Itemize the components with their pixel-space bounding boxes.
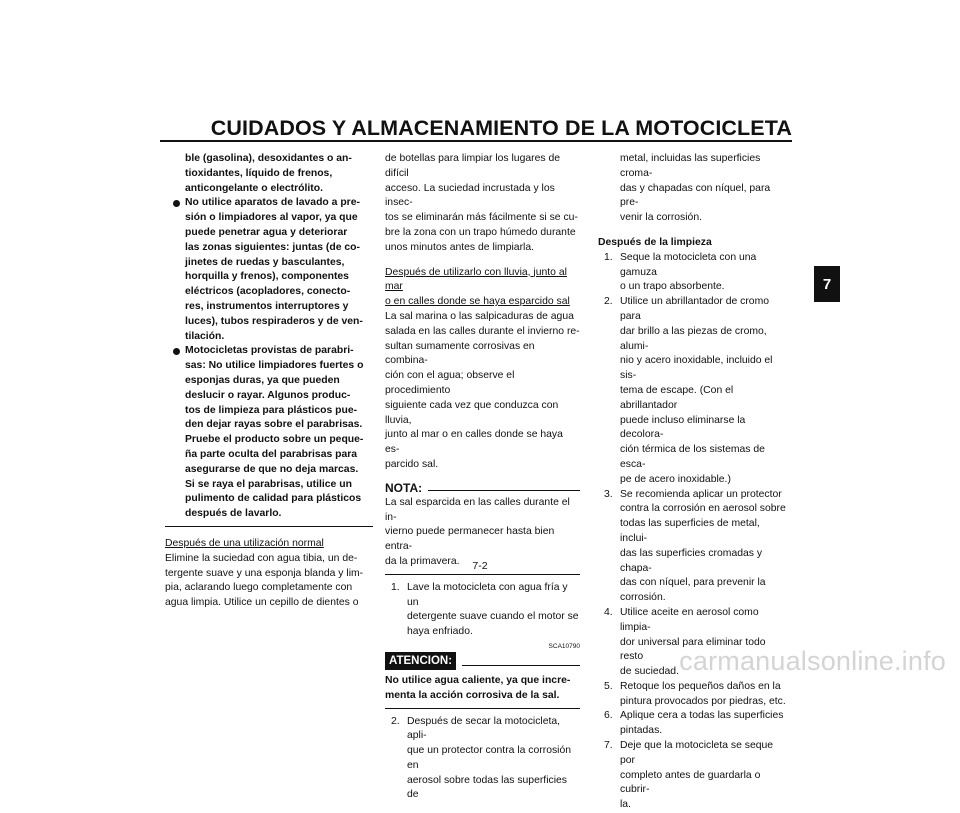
text-line: después de lavarlo. <box>185 508 282 520</box>
text-line: tioxidantes, líquido de frenos, <box>185 167 333 179</box>
cleaning-step <box>598 709 788 739</box>
text-line: Se recomienda aplicar un protector <box>620 488 782 500</box>
step-number: 1. <box>604 251 613 263</box>
section-rule <box>165 526 373 527</box>
text-line: parcido sal. <box>385 458 439 470</box>
note-label: NOTA: <box>385 480 423 495</box>
text-line: Después de utilizarlo con lluvia, junto al mar <box>385 266 567 293</box>
step-number: 2. <box>391 715 400 727</box>
text-line: todas las superficies de metal, inclui- <box>620 518 760 544</box>
bullet-dot-icon <box>173 348 180 355</box>
text-line: Deje que la motocicleta se seque por <box>620 740 774 766</box>
text-line: puede penetrar agua y deteriorar <box>185 226 348 238</box>
text-line: o en calles donde se haya esparcido sal <box>385 296 570 308</box>
text-line: ña parte oculta del parabrisas para <box>185 448 358 460</box>
note-end-rule <box>385 574 580 575</box>
text-line: res, instrumentos interruptores y <box>185 300 349 312</box>
text-line: vierno puede permanecer hasta bien entra- <box>385 526 555 553</box>
text-line: que un protector contra la corrosión en <box>407 745 572 771</box>
text-line: Motocicletas provistas de parabri- <box>185 345 354 357</box>
text-line: Aplique cera a todas las superficies <box>620 710 784 722</box>
text-line: Seque la motocicleta con una gamuza <box>620 251 757 278</box>
text-line: unos minutos antes de limpiarla. <box>385 241 535 253</box>
cleaning-step <box>598 295 788 487</box>
paragraph-continuation <box>385 152 580 256</box>
step-1 <box>385 581 580 640</box>
text-line: pintadas. <box>620 725 663 737</box>
section-heading-rain <box>385 266 580 310</box>
cleaning-step <box>598 488 788 606</box>
text-line: das y chapadas con níquel, para pre- <box>620 182 771 209</box>
watermark: carmanualsonline.info <box>679 646 946 676</box>
text-line: sas: No utilice limpiadores fuertes o <box>185 360 364 372</box>
paragraph-normal-use <box>165 552 373 611</box>
text-line: pulimento de calidad para plásticos <box>185 493 362 505</box>
paragraph-rain <box>385 310 580 473</box>
step-number: 2. <box>604 296 613 308</box>
page-number: 7-2 <box>472 560 488 572</box>
bullet-dot-icon <box>173 200 180 207</box>
text-line: jinetes de ruedas y basculantes, <box>185 256 345 268</box>
text-line: siguiente cada vez que conduzca con lluvia, <box>385 399 559 426</box>
text-line: Lave la motocicleta con agua fría y un <box>407 581 568 608</box>
title-rule <box>160 140 792 142</box>
text-line: las zonas siguientes: juntas (de co- <box>185 241 360 253</box>
text-line: No utilice agua caliente, ya que incre- <box>385 674 571 686</box>
text-line: tos de limpieza para plásticos pue- <box>185 404 358 416</box>
caution-heading <box>385 652 580 670</box>
text-line: menta la acción corrosiva de la sal. <box>385 689 560 701</box>
text-line: Si se raya el parabrisas, utilice un <box>185 478 352 490</box>
step-number: 4. <box>604 606 613 618</box>
text-line: Pruebe el producto sobre un peque- <box>185 434 364 446</box>
text-line: corrosión. <box>620 592 666 604</box>
text-line: Retoque los pequeños daños en la <box>620 680 781 692</box>
text-line: eléctricos (acopladores, conecto- <box>185 286 351 298</box>
text-line: sultan sumamente corrosivas en combina- <box>385 340 535 367</box>
step-number: 6. <box>604 710 613 722</box>
text-line: das las superficies cromadas y chapa- <box>620 547 763 574</box>
text-line: deslucir o rayar. Algunos produc- <box>185 389 351 401</box>
text-line: junto al mar o en calles donde se haya es- <box>385 429 563 456</box>
section-heading-normal-use: Después de una utilización normal <box>165 537 324 549</box>
step-2-continuation <box>598 152 788 226</box>
text-line: bre la zona con un trapo húmedo durante <box>385 226 576 238</box>
cleaning-step <box>598 251 788 295</box>
text-line: Después de secar la motocicleta, apli- <box>407 715 561 742</box>
text-line: tema de escape. (Con el abrillantador <box>620 384 734 411</box>
section-heading-after-cleaning: Después de la limpieza <box>598 236 712 248</box>
caution-rule <box>462 665 580 666</box>
bullet-item-pressure-washer <box>165 196 373 344</box>
text-line: sión o limpiadores al vapor, ya que <box>185 212 358 224</box>
text-line: pia, aclarando luego completamente con <box>165 582 353 594</box>
text-line: luces), tubos respiraderos y de ven- <box>185 315 363 327</box>
text-line: Utilice aceite en aerosol como limpia- <box>620 606 759 633</box>
column-1 <box>165 152 373 611</box>
cleaning-step <box>598 739 788 813</box>
text-line: puede incluso eliminarse la decolora- <box>620 414 746 441</box>
text-line: de botellas para limpiar los lugares de difícil <box>385 153 561 179</box>
text-line: tergente suave y una esponja blanda y lim- <box>165 567 364 579</box>
text-line: tos se eliminarán más fácilmente si se cu- <box>385 212 578 224</box>
text-line: ción con el agua; observe el procedimiento <box>385 370 515 396</box>
text-line: La sal marina o las salpicaduras de agua <box>385 310 574 322</box>
text-line: ción térmica de los sistemas de esca- <box>620 444 765 470</box>
step-number: 7. <box>604 740 613 752</box>
text-line: acceso. La suciedad incrustada y los insec- <box>385 182 555 209</box>
text-line: detergente suave cuando el motor se <box>407 611 579 623</box>
text-line: No utilice aparatos de lavado a pre- <box>185 197 360 209</box>
text-line: Elimine la suciedad con agua tibia, un de- <box>165 552 358 564</box>
reference-code: SCA10790 <box>548 642 580 650</box>
text-line: nio y acero inoxidable, incluido el sis- <box>620 355 773 382</box>
column-3 <box>598 152 788 813</box>
bullet-item-windshield <box>165 344 373 522</box>
note-heading <box>385 481 580 496</box>
chapter-tab: 7 <box>814 266 840 302</box>
text-line: la. <box>620 799 631 811</box>
text-line: aerosol sobre todas las superficies de <box>407 774 567 801</box>
text-line: pintura provocados por piedras, etc. <box>620 695 786 707</box>
warning-continuation <box>165 152 373 196</box>
cleaning-step <box>598 680 788 710</box>
text-line: metal, incluidas las superficies croma- <box>620 153 761 179</box>
page-title: CUIDADOS Y ALMACENAMIENTO DE LA MOTOCICLETA <box>210 116 792 140</box>
text-line: ble (gasolina), desoxidantes o an- <box>185 153 352 164</box>
text-line: horquilla y frenos), componentes <box>185 271 349 283</box>
note-rule <box>428 490 580 491</box>
note-text <box>385 496 580 570</box>
step-number: 1. <box>391 581 400 593</box>
text-line: pe de acero inoxidable.) <box>620 473 731 485</box>
step-2 <box>385 715 580 804</box>
caution-end-rule <box>385 708 580 709</box>
text-line: venir la corrosión. <box>620 212 703 224</box>
text-line: de suciedad. <box>620 666 679 678</box>
text-line: dar brillo a las piezas de cromo, alumi- <box>620 325 767 352</box>
text-line: den dejar rayas sobre el parabrisas. <box>185 419 363 431</box>
text-line: completo antes de guardarla o cubrir- <box>620 769 761 796</box>
text-line: contra la corrosión en aerosol sobre <box>620 503 786 515</box>
text-line: o un trapo absorbente. <box>620 281 725 293</box>
step-number: 5. <box>604 680 613 692</box>
text-line: dor universal para eliminar todo resto <box>620 636 766 663</box>
text-line: anticongelante o electrólito. <box>185 182 323 194</box>
text-line: da la primavera. <box>385 555 460 567</box>
text-line: tilación. <box>185 330 225 342</box>
step-number: 3. <box>604 488 613 500</box>
column-2 <box>385 152 580 803</box>
caution-badge: ATENCION: <box>385 652 456 670</box>
caution-text <box>385 674 580 704</box>
text-line: Utilice un abrillantador de cromo para <box>620 296 770 322</box>
text-line: haya enfriado. <box>407 626 473 638</box>
text-line: La sal esparcida en las calles durante el in- <box>385 496 570 523</box>
text-line: salada en las calles durante el invierno re- <box>385 325 580 337</box>
text-line: das con níquel, para prevenir la <box>620 577 766 589</box>
text-line: agua limpia. Utilice un cepillo de dientes o <box>165 597 359 609</box>
text-line: esponjas duras, ya que pueden <box>185 374 340 386</box>
text-line: asegurarse de que no deja marcas. <box>185 463 359 475</box>
